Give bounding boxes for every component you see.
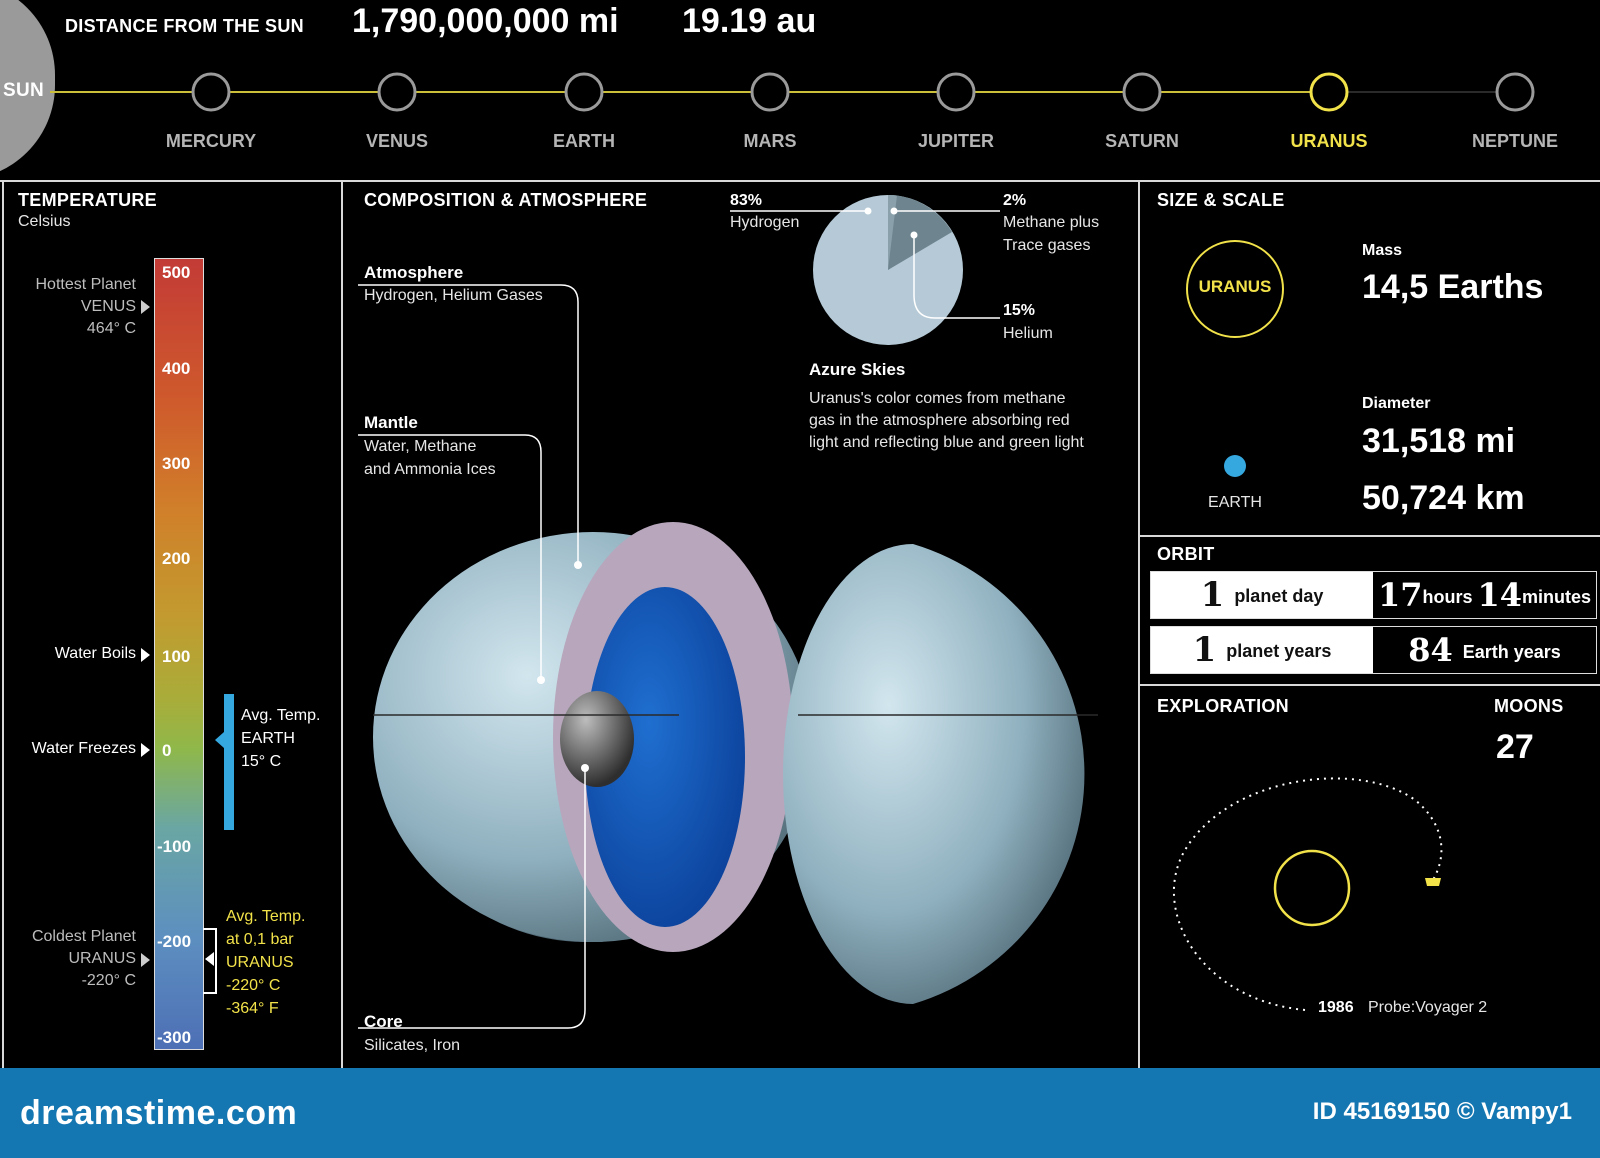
day-number: 1 [1200, 575, 1225, 615]
orbit-year-row [1150, 626, 1597, 674]
scale-label: 500 [162, 263, 191, 282]
orbit-day-row [1150, 571, 1597, 619]
scale-label: 400 [162, 359, 191, 378]
uranus-avg-pointer-icon [205, 952, 214, 966]
year-number: 1 [1192, 630, 1217, 670]
day-label: planet day [1234, 586, 1324, 606]
panel-left-border [2, 180, 4, 1068]
earth-avg-line1: Avg. Temp. [241, 707, 321, 724]
size-title: SIZE & SCALE [1157, 190, 1285, 210]
planet-saturn[interactable]: SATURN [1105, 131, 1179, 151]
hydrogen-pct: 83% [730, 192, 763, 209]
planet-mercury[interactable]: MERCURY [165, 131, 257, 151]
distance-mi: 1,790,000,000 mi [352, 2, 619, 40]
uranus-avg-line5: -364° F [226, 1000, 279, 1017]
planet-mars[interactable]: MARS [743, 131, 797, 151]
water-boils-label: Water Boils [54, 645, 136, 662]
methane-label-2: Trace gases [1003, 237, 1091, 254]
atmosphere-label: Atmosphere [364, 263, 464, 282]
hottest-planet-label [12, 274, 136, 340]
venus-marker [379, 74, 415, 110]
probe-name: Probe:Voyager 2 [1368, 999, 1488, 1016]
distance-au: 19.19 au [682, 2, 817, 40]
day-minutes: 14 [1477, 576, 1523, 614]
earth-marker [566, 74, 602, 110]
saturn-marker [1124, 74, 1160, 110]
azure-skies-line3: light and reflecting blue and green light [809, 434, 1084, 451]
diameter-km: 50,724 km [1362, 479, 1525, 517]
earth-avg-pointer-icon [215, 732, 224, 748]
orbit-title: ORBIT [1157, 544, 1215, 564]
moons-label: MOONS [1494, 696, 1564, 716]
composition-title: COMPOSITION & ATMOSPHERE [364, 190, 648, 210]
core-desc: Silicates, Iron [364, 1037, 461, 1054]
year-unit: Earth years [1462, 642, 1561, 662]
coldest-planet-label [6, 926, 136, 992]
water-freezes-pointer-icon [141, 743, 150, 757]
core-layer [560, 691, 634, 787]
scale-label: 0 [162, 741, 172, 760]
earth-avg-temp-label [241, 704, 320, 773]
temperature-unit: Celsius [18, 213, 71, 230]
mass-label: Mass [1362, 242, 1403, 259]
hottest-line2: VENUS [80, 298, 136, 315]
coldest-pointer-icon [141, 953, 150, 967]
mantle-desc1: Water, Methane [364, 438, 477, 455]
earth-avg-line2: EARTH [241, 730, 295, 747]
temperature-title: TEMPERATURE [18, 190, 157, 210]
orbit-year-right [1373, 627, 1596, 673]
minutes-unit: minutes [1522, 587, 1592, 607]
coldest-line3: -220° C [81, 972, 136, 989]
atmosphere-desc: Hydrogen, Helium Gases [364, 287, 543, 304]
year-label: planet years [1226, 641, 1332, 661]
earth-size-label: EARTH [1208, 494, 1262, 511]
scale-label: 200 [162, 549, 191, 568]
scale-label: 100 [162, 647, 191, 666]
orbit-year-left [1151, 627, 1373, 673]
planet-venus[interactable]: VENUS [365, 131, 428, 151]
scale-label: -200 [157, 932, 192, 951]
orbit-day-left [1151, 572, 1373, 618]
uranus-avg-line4: -220° C [226, 977, 281, 994]
exploration-title: EXPLORATION [1157, 696, 1289, 716]
voyager-trajectory-diagram [1140, 740, 1600, 1030]
helium-pct: 15% [1003, 302, 1036, 319]
planet-earth[interactable]: EARTH [553, 131, 615, 151]
coldest-line1: Coldest Planet [31, 928, 136, 945]
mass-value: 14,5 Earths [1362, 268, 1544, 306]
footer-credit: ID 45169150 © Vampy1 [1312, 1098, 1572, 1125]
footer-bar [0, 1068, 1600, 1158]
hottest-line1: Hottest Planet [35, 276, 136, 293]
scale-label: 300 [162, 454, 191, 473]
hydrogen-label: Hydrogen [730, 214, 800, 231]
uranus-avg-line2: at 0,1 bar [226, 931, 294, 948]
diameter-mi: 31,518 mi [1362, 422, 1516, 460]
earth-avg-temp-bar [224, 694, 234, 830]
orbit-day-right [1373, 572, 1596, 618]
neptune-marker [1497, 74, 1533, 110]
scale-label: -100 [157, 837, 192, 856]
uranus-orbit-circle [1275, 851, 1349, 925]
uranus-avg-line3: URANUS [226, 954, 294, 971]
mantle-desc2: and Ammonia Ices [364, 461, 496, 478]
methane-label-1: Methane plus [1003, 214, 1100, 231]
earth-size-dot [1224, 455, 1246, 477]
mantle-label: Mantle [364, 413, 418, 432]
probe-year: 1986 [1318, 999, 1354, 1016]
year-value: 84 [1408, 631, 1453, 669]
planet-jupiter[interactable]: JUPITER [917, 131, 995, 151]
hottest-pointer-icon [141, 300, 150, 314]
uranus-avg-line1: Avg. Temp. [226, 908, 306, 925]
footer-brand[interactable]: dreamstime.com [20, 1094, 298, 1132]
hottest-line3: 464° C [86, 320, 136, 337]
azure-skies-line2: gas in the atmosphere absorbing red [809, 412, 1070, 429]
azure-skies-title: Azure Skies [809, 360, 906, 379]
day-hours: 17 [1377, 576, 1423, 614]
helium-label: Helium [1003, 325, 1053, 342]
mercury-marker [193, 74, 229, 110]
size-orbit-divider [1138, 535, 1600, 537]
water-boils-pointer-icon [141, 648, 150, 662]
azure-skies-line1: Uranus's color comes from methane [809, 390, 1066, 407]
planet-neptune[interactable]: NEPTUNE [1471, 131, 1558, 151]
probe-trajectory [1174, 778, 1442, 1010]
jupiter-marker [938, 74, 974, 110]
uranus-size-label: URANUS [1198, 277, 1272, 296]
methane-pct: 2% [1003, 192, 1027, 209]
planet-uranus[interactable]: URANUS [1290, 131, 1368, 151]
scale-label: -300 [157, 1028, 192, 1047]
uranus-avg-temp-label [226, 905, 305, 1020]
core-label: Core [364, 1012, 403, 1031]
coldest-line2: URANUS [68, 950, 136, 967]
uranus-hemisphere [783, 544, 1084, 1004]
diameter-label: Diameter [1362, 395, 1431, 412]
water-freezes-label: Water Freezes [31, 740, 136, 757]
orbit-explore-divider [1138, 684, 1600, 686]
hours-unit: hours [1422, 587, 1473, 607]
sun-label: SUN [3, 80, 45, 101]
mars-marker [752, 74, 788, 110]
uranus-marker [1311, 74, 1347, 110]
earth-avg-line3: 15° C [241, 753, 282, 770]
distance-label: DISTANCE FROM THE SUN [65, 16, 304, 36]
probe-icon [1425, 878, 1441, 886]
planet-orbit-line [0, 0, 1600, 130]
moons-value: 27 [1496, 728, 1534, 766]
